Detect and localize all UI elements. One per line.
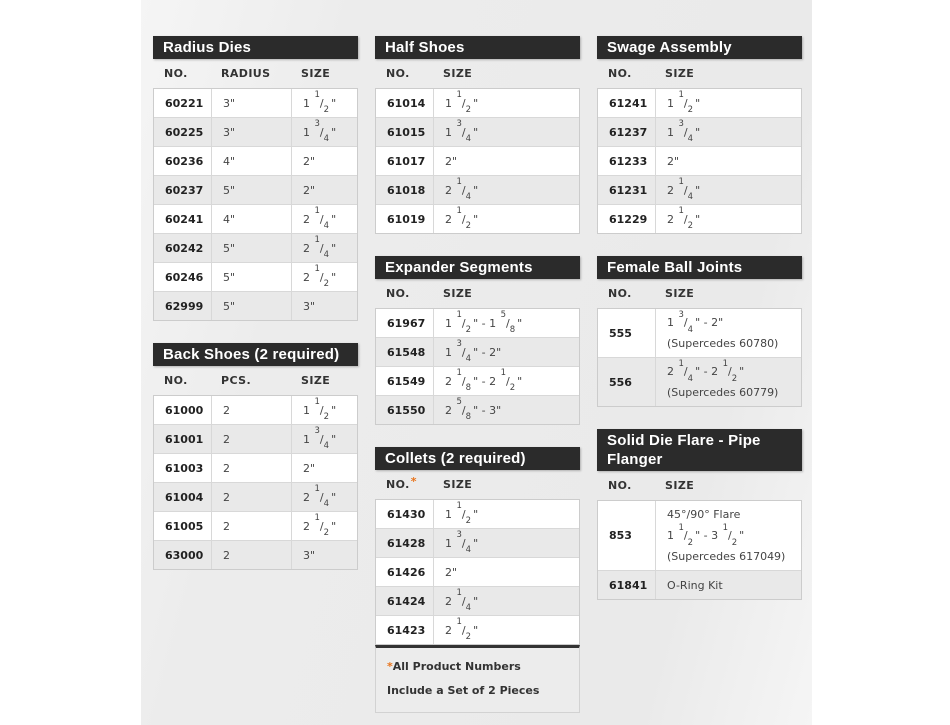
column-header-row xyxy=(375,470,580,499)
cell-line: 1 $^1/_2$" - 3 $^1/_2$" xyxy=(667,522,745,548)
column-header-size: SIZE xyxy=(301,67,331,80)
cell-line: 2" xyxy=(303,461,316,475)
cell-line: 60241 xyxy=(165,212,204,226)
catalog-column-2 xyxy=(375,36,580,713)
cell-line: 2" xyxy=(667,154,680,168)
value-cell xyxy=(291,118,357,146)
cell-line: 61967 xyxy=(387,316,426,330)
column-header-size: SIZE xyxy=(665,287,695,300)
table-row xyxy=(376,395,579,424)
table-title: Female Ball Joints xyxy=(597,256,802,279)
cell-line: 61014 xyxy=(387,96,426,110)
part-number-cell xyxy=(154,425,211,453)
asterisk-marker: * xyxy=(410,475,417,488)
cell-line: (Supercedes 617049) xyxy=(667,550,786,563)
part-number-cell xyxy=(376,176,433,204)
table-row xyxy=(154,262,357,291)
value-cell xyxy=(211,483,291,511)
table-row xyxy=(154,175,357,204)
value-cell xyxy=(211,89,291,117)
table-row xyxy=(376,337,579,366)
cell-line: 62999 xyxy=(165,299,204,313)
table-title: Swage Assembly xyxy=(597,36,802,59)
cell-line: 3" xyxy=(223,96,236,110)
column-header-row xyxy=(597,59,802,88)
cell-line: 2 $^1/_4$" xyxy=(445,588,479,614)
value-cell xyxy=(211,396,291,424)
table-row xyxy=(376,117,579,146)
table-row xyxy=(598,89,801,117)
value-cell xyxy=(655,571,801,599)
cell-line: 61001 xyxy=(165,432,204,446)
cell-line: 853 xyxy=(609,529,632,542)
cell-line: 61003 xyxy=(165,461,204,475)
part-number-cell xyxy=(154,541,211,569)
table-row xyxy=(154,511,357,540)
cell-line: 2 $^1/_4$" xyxy=(303,235,337,261)
cell-line: 2 $^1/_4$" xyxy=(303,206,337,232)
part-number-cell xyxy=(154,512,211,540)
part-number-cell xyxy=(154,118,211,146)
cell-line: 2 $^1/_2$" xyxy=(303,264,337,290)
table-row xyxy=(598,309,801,357)
cell-line: 61231 xyxy=(609,183,648,197)
cell-line: 61241 xyxy=(609,96,648,110)
cell-line: 61019 xyxy=(387,212,426,226)
value-cell xyxy=(655,309,801,357)
cell-line: 2 xyxy=(223,403,230,417)
part-number-cell xyxy=(154,396,211,424)
table-half-shoes xyxy=(375,36,580,234)
cell-line: 5" xyxy=(223,241,236,255)
collets-2-required-footnote xyxy=(375,645,580,713)
table-row xyxy=(154,204,357,233)
cell-line: 3" xyxy=(303,299,316,313)
part-number-cell xyxy=(376,367,433,395)
table-female-ball-joints xyxy=(597,256,802,407)
table-row xyxy=(376,146,579,175)
table-row xyxy=(154,482,357,511)
cell-line: 1 $^3/_4$" xyxy=(445,119,479,145)
column-header-size: SIZE xyxy=(443,67,473,80)
table-radius-dies xyxy=(153,36,358,321)
value-cell xyxy=(433,587,579,615)
column-header-no: NO. * xyxy=(386,475,417,491)
column-header-size: SIZE xyxy=(301,374,331,387)
table-body xyxy=(597,308,802,407)
cell-line: 556 xyxy=(609,375,632,389)
table-back-shoes-2-required xyxy=(153,343,358,570)
cell-line: 1 $^1/_2$" xyxy=(445,501,479,527)
cell-line: 61015 xyxy=(387,125,426,139)
cell-line: 2" xyxy=(445,154,458,168)
part-number-cell xyxy=(376,529,433,557)
cell-line: 2 xyxy=(223,519,230,533)
cell-line: 61005 xyxy=(165,519,204,533)
part-number-cell xyxy=(154,454,211,482)
value-cell xyxy=(433,616,579,644)
cell-line: 60225 xyxy=(165,125,204,139)
part-number-cell xyxy=(154,205,211,233)
value-cell xyxy=(655,147,801,175)
table-row xyxy=(154,540,357,569)
value-cell xyxy=(291,512,357,540)
value-cell xyxy=(433,118,579,146)
column-header-size: SIZE xyxy=(665,479,695,492)
cell-line: 2 xyxy=(223,432,230,446)
value-cell xyxy=(211,176,291,204)
cell-line: 4" xyxy=(223,212,236,226)
table-row xyxy=(598,146,801,175)
cell-line: 2 $^5/_8$" - 3" xyxy=(445,397,502,423)
part-number-cell xyxy=(376,616,433,644)
value-cell xyxy=(291,541,357,569)
cell-line: 61018 xyxy=(387,183,426,197)
cell-line: 61233 xyxy=(609,154,648,168)
cell-line: 1 $^3/_4$" xyxy=(303,119,337,145)
part-number-cell xyxy=(154,292,211,320)
column-header-row xyxy=(597,279,802,308)
value-cell xyxy=(433,529,579,557)
value-cell xyxy=(655,501,801,570)
table-row xyxy=(376,500,579,528)
value-cell xyxy=(291,234,357,262)
part-number-cell xyxy=(598,176,655,204)
column-header-pcs: PCS. xyxy=(221,374,252,387)
cell-line: 1 $^3/_4$" xyxy=(667,119,701,145)
cell-line: 61841 xyxy=(609,578,648,592)
column-header-no: NO. xyxy=(608,67,632,80)
table-row xyxy=(376,586,579,615)
cell-line: 2 $^1/_4$" xyxy=(303,484,337,510)
part-number-cell xyxy=(154,176,211,204)
cell-line: 1 $^3/_4$" - 2" xyxy=(667,309,724,335)
value-cell xyxy=(433,176,579,204)
table-row xyxy=(598,501,801,570)
cell-line: 61428 xyxy=(387,536,426,550)
table-row xyxy=(376,89,579,117)
value-cell xyxy=(655,118,801,146)
cell-line: 61548 xyxy=(387,345,426,359)
value-cell xyxy=(291,205,357,233)
cell-line: 60237 xyxy=(165,183,204,197)
cell-line: 1 $^3/_4$" - 2" xyxy=(445,339,502,365)
part-number-cell xyxy=(598,358,655,406)
cell-line: 2 xyxy=(223,490,230,504)
column-header-no: NO. xyxy=(608,287,632,300)
cell-line: 3" xyxy=(223,125,236,139)
cell-line: 2 $^1/_2$" xyxy=(445,206,479,232)
cell-line: 2" xyxy=(445,565,458,579)
column-header-row xyxy=(153,366,358,395)
value-cell xyxy=(211,118,291,146)
table-title: Collets (2 required) xyxy=(375,447,580,470)
value-cell xyxy=(211,292,291,320)
value-cell xyxy=(291,454,357,482)
value-cell xyxy=(655,176,801,204)
table-row xyxy=(154,424,357,453)
part-number-cell xyxy=(598,501,655,570)
table-row xyxy=(376,175,579,204)
table-row xyxy=(154,453,357,482)
value-cell xyxy=(211,234,291,262)
part-number-cell xyxy=(598,205,655,233)
column-header-no: NO. xyxy=(386,287,410,300)
table-body xyxy=(375,499,580,645)
cell-line: 2 $^1/_2$" xyxy=(667,206,701,232)
cell-line: 1 $^1/_2$" xyxy=(667,90,701,116)
column-header-no: NO. xyxy=(608,479,632,492)
column-header-no: NO. xyxy=(164,374,188,387)
cell-line: 3" xyxy=(303,548,316,562)
cell-line: 61430 xyxy=(387,507,426,521)
cell-line: 61229 xyxy=(609,212,648,226)
cell-line: (Supercedes 60780) xyxy=(667,337,779,350)
value-cell xyxy=(433,558,579,586)
table-row xyxy=(376,366,579,395)
table-title: Solid Die Flare - Pipe Flanger xyxy=(597,429,802,471)
footnote-text: All Product Numbers Include a Set of 2 Pieces xyxy=(387,660,540,697)
table-row xyxy=(598,570,801,599)
cell-line: 61424 xyxy=(387,594,426,608)
cell-line: 60246 xyxy=(165,270,204,284)
part-number-cell xyxy=(376,147,433,175)
table-row xyxy=(154,233,357,262)
table-row xyxy=(598,117,801,146)
cell-line: 2 xyxy=(223,461,230,475)
part-number-cell xyxy=(598,147,655,175)
table-body xyxy=(375,308,580,425)
part-number-cell xyxy=(376,558,433,586)
asterisk-marker: * xyxy=(387,660,393,673)
cell-line: 61550 xyxy=(387,403,426,417)
cell-line: 2 $^1/_2$" xyxy=(303,513,337,539)
table-row xyxy=(154,89,357,117)
table-row xyxy=(376,528,579,557)
value-cell xyxy=(211,454,291,482)
table-row xyxy=(376,557,579,586)
table-row xyxy=(376,615,579,644)
part-number-cell xyxy=(376,396,433,424)
cell-line: 1 $^1/_2$" xyxy=(303,90,337,116)
cell-line: 1 $^3/_4$" xyxy=(445,530,479,556)
value-cell xyxy=(433,147,579,175)
cell-line: 1 $^1/_2$" xyxy=(303,397,337,423)
value-cell xyxy=(655,89,801,117)
table-title: Expander Segments xyxy=(375,256,580,279)
table-body xyxy=(597,500,802,600)
column-header-row xyxy=(153,59,358,88)
part-number-cell xyxy=(154,147,211,175)
cell-line: 2 $^1/_4$" - 2 $^1/_2$" xyxy=(667,358,745,384)
table-expander-segments xyxy=(375,256,580,425)
value-cell xyxy=(211,512,291,540)
part-number-cell xyxy=(376,205,433,233)
table-body xyxy=(153,88,358,321)
cell-line: 2" xyxy=(303,154,316,168)
column-header-radius: RADIUS xyxy=(221,67,271,80)
table-title: Back Shoes (2 required) xyxy=(153,343,358,366)
column-header-size: SIZE xyxy=(665,67,695,80)
value-cell xyxy=(291,396,357,424)
cell-line: 61017 xyxy=(387,154,426,168)
column-header-size: SIZE xyxy=(443,478,473,491)
cell-line: 5" xyxy=(223,270,236,284)
table-swage-assembly xyxy=(597,36,802,234)
part-number-cell xyxy=(376,309,433,337)
cell-line: 61237 xyxy=(609,125,648,139)
part-number-cell xyxy=(154,234,211,262)
part-number-cell xyxy=(376,89,433,117)
part-number-cell xyxy=(376,500,433,528)
cell-line: 1 $^1/_2$" xyxy=(445,90,479,116)
value-cell xyxy=(433,309,579,337)
value-cell xyxy=(291,147,357,175)
table-row xyxy=(154,117,357,146)
cell-line: (Supercedes 60779) xyxy=(667,386,779,399)
value-cell xyxy=(291,89,357,117)
cell-line: O-Ring Kit xyxy=(667,578,723,592)
cell-line: 61423 xyxy=(387,623,426,637)
cell-line: 2 $^1/_4$" xyxy=(445,177,479,203)
value-cell xyxy=(433,500,579,528)
catalog-column-1 xyxy=(153,36,358,570)
cell-line: 5" xyxy=(223,183,236,197)
column-header-row xyxy=(375,59,580,88)
table-solid-die-flare-pipe-flanger xyxy=(597,429,802,600)
cell-line: 61000 xyxy=(165,403,204,417)
value-cell xyxy=(433,396,579,424)
cell-line: 61426 xyxy=(387,565,426,579)
value-cell xyxy=(433,367,579,395)
cell-line: 1 $^3/_4$" xyxy=(303,426,337,452)
table-row xyxy=(376,204,579,233)
value-cell xyxy=(291,483,357,511)
value-cell xyxy=(291,425,357,453)
cell-line: 60221 xyxy=(165,96,204,110)
part-number-cell xyxy=(376,338,433,366)
part-number-cell xyxy=(598,89,655,117)
table-row xyxy=(154,396,357,424)
cell-line: 61549 xyxy=(387,374,426,388)
value-cell xyxy=(655,205,801,233)
table-body xyxy=(153,395,358,570)
catalog-column-3 xyxy=(597,36,802,600)
value-cell xyxy=(291,176,357,204)
cell-line: 555 xyxy=(609,326,632,340)
table-row xyxy=(154,291,357,320)
value-cell xyxy=(211,263,291,291)
cell-line: 2" xyxy=(303,183,316,197)
cell-line: 45°/90° Flare xyxy=(667,508,741,521)
table-body xyxy=(375,88,580,234)
table-row xyxy=(598,204,801,233)
parts-catalog xyxy=(153,36,802,713)
part-number-cell xyxy=(154,263,211,291)
cell-line: 4" xyxy=(223,154,236,168)
part-number-cell xyxy=(154,483,211,511)
value-cell xyxy=(211,205,291,233)
table-row xyxy=(154,146,357,175)
cell-line: 60236 xyxy=(165,154,204,168)
table-row xyxy=(598,175,801,204)
part-number-cell xyxy=(154,89,211,117)
value-cell xyxy=(655,358,801,406)
cell-line: 2 xyxy=(223,548,230,562)
cell-line: 60242 xyxy=(165,241,204,255)
value-cell xyxy=(211,147,291,175)
column-header-no: NO. xyxy=(386,67,410,80)
cell-line: 2 $^1/_4$" xyxy=(667,177,701,203)
value-cell xyxy=(211,541,291,569)
part-number-cell xyxy=(598,571,655,599)
value-cell xyxy=(433,89,579,117)
column-header-no: NO. xyxy=(164,67,188,80)
part-number-cell xyxy=(376,587,433,615)
column-header-size: SIZE xyxy=(443,287,473,300)
cell-line: 63000 xyxy=(165,548,204,562)
value-cell xyxy=(291,292,357,320)
cell-line: 5" xyxy=(223,299,236,313)
value-cell xyxy=(433,338,579,366)
table-title: Half Shoes xyxy=(375,36,580,59)
table-collets-2-required xyxy=(375,447,580,713)
cell-line: 61004 xyxy=(165,490,204,504)
table-title: Radius Dies xyxy=(153,36,358,59)
cell-line: 1 $^1/_2$" - 1 $^5/_8$" xyxy=(445,310,523,336)
part-number-cell xyxy=(376,118,433,146)
cell-line: 2 $^1/_8$" - 2 $^1/_2$" xyxy=(445,368,523,394)
table-row xyxy=(376,309,579,337)
value-cell xyxy=(291,263,357,291)
part-number-cell xyxy=(598,118,655,146)
table-body xyxy=(597,88,802,234)
cell-line: 2 $^1/_2$" xyxy=(445,617,479,643)
column-header-row xyxy=(597,471,802,500)
table-row xyxy=(598,357,801,406)
column-header-row xyxy=(375,279,580,308)
value-cell xyxy=(433,205,579,233)
value-cell xyxy=(211,425,291,453)
part-number-cell xyxy=(598,309,655,357)
